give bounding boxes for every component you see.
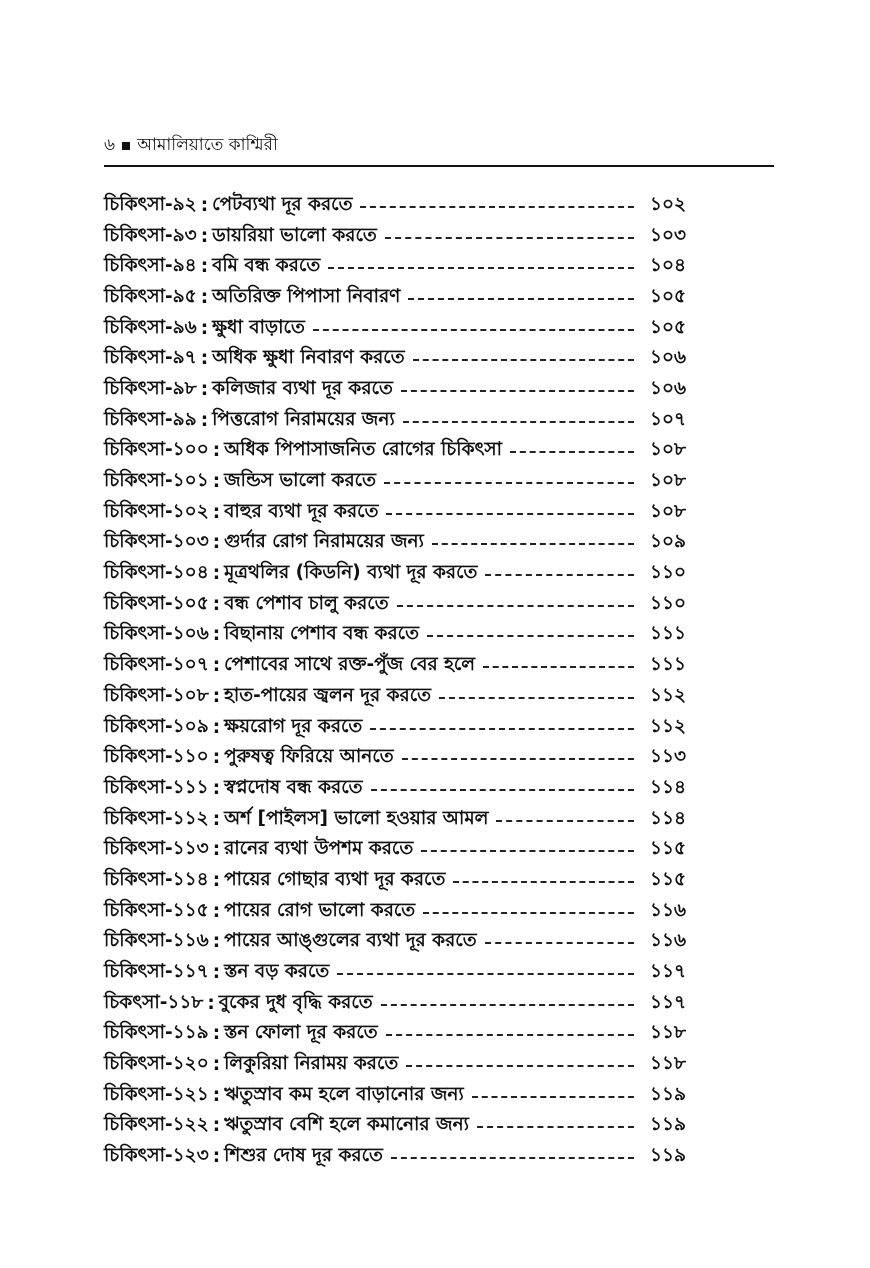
toc-entry-separator: : (212, 962, 221, 984)
toc-entry-label: চিকিৎসা-১১৫ (104, 899, 209, 921)
toc-entry (104, 405, 686, 436)
toc-entry (104, 436, 686, 467)
toc-entry (104, 343, 686, 374)
toc-entry-label: চিকিৎসা-১২২ (104, 1114, 209, 1136)
toc-entry-separator: : (200, 286, 209, 308)
toc-entry-label: চিকিৎসা-১১০ (104, 746, 209, 768)
toc-entry-title: বন্ধ পেশাব চালু করতে (224, 592, 389, 614)
header-book-title: আমালিয়াতে কাশ্মিরী (137, 135, 278, 155)
toc-entry (104, 1141, 686, 1172)
toc-entry-label: চিকিৎসা-১১৩ (104, 838, 209, 860)
toc-entry-page-number: ১১১ (649, 654, 686, 676)
toc-entry-separator: : (212, 808, 221, 830)
toc-entry (104, 1019, 686, 1050)
toc-entry-dash-leader (386, 513, 634, 515)
toc-entry-page-number: ১০৮ (649, 500, 686, 522)
toc-entry-page-number: ১০৫ (649, 316, 686, 338)
toc-entry-separator: : (212, 593, 221, 615)
toc-entry-label: চিকিৎসা-১১২ (104, 807, 209, 829)
toc-entry-dash-leader (385, 237, 634, 239)
toc-entry-title: জন্ডিস ভালো করতে (224, 470, 376, 492)
toc-entry-label: চিকিৎসা-৯৬ (104, 316, 197, 338)
toc-entry-label: চিকিৎসা-৯২ (104, 193, 197, 215)
toc-entry-separator: : (212, 900, 221, 922)
toc-entry-page-number: ১০২ (649, 193, 686, 215)
toc-entry-label: চিকিৎসা-১০৭ (104, 654, 209, 676)
toc-entry-title: বমি বন্ধ করতে (212, 255, 321, 277)
toc-entry-separator: : (212, 501, 221, 523)
toc-entry-label: চিকিৎসা-১১১ (104, 776, 209, 798)
toc-entry-dash-leader (371, 789, 634, 791)
toc-entry-title: পায়ের রোগ ভালো করতে (224, 899, 416, 921)
toc-entry-separator: : (212, 471, 221, 493)
toc-entry-page-number: ১০৭ (649, 408, 686, 430)
toc-entry-page-number: ১১৫ (649, 868, 686, 890)
toc-entry-label: চিকিৎসা-১০২ (104, 500, 209, 522)
toc-entry-title: স্তন বড় করতে (224, 961, 330, 983)
toc-entry (104, 896, 686, 927)
toc-entry-title: কলিজার ব্যথা দূর করতে (212, 377, 393, 399)
toc-entry-dash-leader (477, 1126, 634, 1128)
toc-entry (104, 988, 686, 1019)
toc-entry-dash-leader (496, 820, 634, 822)
toc-entry (104, 221, 686, 252)
toc-entry-page-number: ১০৬ (649, 347, 686, 369)
toc-entry-label: চিকিৎসা-১০৬ (104, 623, 209, 645)
toc-entry-dash-leader (421, 850, 634, 852)
page-header (104, 128, 774, 164)
toc-entry-title: ক্ষুধা বাড়াতে (212, 316, 305, 338)
toc-entry-dash-leader (472, 1096, 634, 1098)
header-square-bullet (122, 142, 130, 150)
toc-entry-page-number: ১১৮ (649, 1053, 686, 1075)
toc-entry-label: চিকিৎসা-৯৭ (104, 347, 197, 369)
toc-entry-title: অধিক ক্ষুধা নিবারণ করতে (212, 347, 405, 369)
toc-entry (104, 712, 686, 743)
toc-entry (104, 313, 686, 344)
toc-entry-separator: : (200, 256, 209, 278)
toc-entry-separator: : (200, 378, 209, 400)
toc-entry-separator: : (212, 563, 221, 585)
toc-entry-title: অধিক পিপাসাজনিত রোগের চিকিৎসা (224, 439, 502, 461)
toc-entry-label: চিকিৎসা-১২১ (104, 1083, 209, 1105)
toc-entry-separator: : (200, 194, 209, 216)
toc-entry-dash-leader (427, 635, 634, 637)
toc-entry-title: পায়ের গোছার ব্যথা দূর করতে (224, 868, 446, 890)
toc-entry (104, 865, 686, 896)
toc-entry-title: হাত-পায়ের জ্বলন দূর করতে (224, 684, 432, 706)
toc-entry-dash-leader (432, 543, 634, 545)
toc-entry-title: স্বপ্নদোষ বন্ধ করতে (224, 776, 363, 798)
toc-entry-label: চিকিৎসা-১২৩ (104, 1145, 209, 1167)
toc-entry-separator: : (200, 317, 209, 339)
toc-entry-title: বুকের দুধ বৃদ্ধি করতে (218, 991, 373, 1013)
toc-entry (104, 773, 686, 804)
toc-entry-title: বিছানায় পেশাব বন্ধ করতে (224, 623, 419, 645)
toc-entry-separator: : (212, 1023, 221, 1045)
toc-entry-label: চিকিৎসা-১২০ (104, 1053, 209, 1075)
toc-entry-title: পায়ের আঙ্গুলের ব্যথা দূর করতে (224, 930, 477, 952)
toc-entry-separator: : (200, 348, 209, 370)
toc-entry-title: অর্শ [পাইলস] ভালো হওয়ার আমল (224, 807, 489, 829)
toc-entry-title: পুরুষত্ব ফিরিয়ে আনতে (224, 746, 394, 768)
toc-entry-dash-leader (328, 267, 634, 269)
toc-entry-page-number: ১০৮ (649, 439, 686, 461)
toc-entry-dash-leader (313, 329, 634, 331)
toc-entry-title: পেটব্যথা দূর করতে (212, 193, 353, 215)
toc-entry-separator: : (212, 869, 221, 891)
toc-entry-title: ঋতুস্রাব কম হলে বাড়ানোর জন্য (224, 1083, 464, 1105)
toc-entry-title: গুর্দার রোগ নিরাময়ের জন্য (224, 531, 424, 553)
toc-entry-title: লিকুরিয়া নিরাময় করতে (224, 1053, 399, 1075)
toc-entry-page-number: ১০৬ (649, 377, 686, 399)
toc-entry-page-number: ১০৪ (649, 255, 686, 277)
toc-entry-page-number: ১১৬ (649, 930, 686, 952)
toc-entry-separator: : (212, 839, 221, 861)
toc-entry-page-number: ১০৩ (649, 224, 686, 246)
toc-entry-dash-leader (406, 1065, 634, 1067)
toc-entry-page-number: ১১৩ (649, 746, 686, 768)
toc-entry (104, 742, 686, 773)
toc-entry-dash-leader (370, 728, 634, 730)
toc-entry-page-number: ১১৯ (649, 1145, 686, 1167)
toc-entry-page-number: ১০৫ (649, 285, 686, 307)
toc-entry-page-number: ১১০ (649, 562, 686, 584)
toc-entry-title: পেশাবের সাথে রক্ত-পুঁজ বের হলে (224, 654, 476, 676)
toc-entry (104, 251, 686, 282)
toc-entry-label: চিকিৎসা-৯৪ (104, 255, 197, 277)
toc-entry-separator: : (200, 409, 209, 431)
toc-entry-label: চিকিৎসা-১০৪ (104, 562, 209, 584)
toc-entry-dash-leader (397, 605, 634, 607)
toc-entry-label: চিকিৎসা-১০৯ (104, 715, 209, 737)
toc-entry-label: চিকিৎসা-১০১ (104, 470, 209, 492)
toc-entry (104, 497, 686, 528)
toc-entry-separator: : (207, 992, 215, 1014)
toc-entry-label: চিকিৎসা-১০০ (104, 439, 209, 461)
toc-entry-page-number: ১১৫ (649, 838, 686, 860)
toc-entry-title: ঋতুস্রাব বেশি হলে কমানোর জন্য (224, 1114, 469, 1136)
toc-entry-dash-leader (386, 1034, 634, 1036)
toc-entry-dash-leader (439, 697, 634, 699)
toc-entry-label: চিকিৎসা-৯৫ (104, 285, 197, 307)
toc-entry (104, 190, 686, 221)
toc-entry-title: স্তন ফোলা দূর করতে (224, 1022, 378, 1044)
toc-entry-dash-leader (408, 298, 634, 300)
toc-entry (104, 1080, 686, 1111)
toc-entry (104, 374, 686, 405)
toc-entry-page-number: ১১২ (649, 715, 686, 737)
toc-entry (104, 681, 686, 712)
header-divider (104, 165, 774, 167)
toc-entry-label: চিকিৎসা-১১৯ (104, 1022, 209, 1044)
toc-entry (104, 650, 686, 681)
toc-entry-label: চিকিৎসা-১১৪ (104, 868, 209, 890)
toc-entry (104, 589, 686, 620)
toc-entry-page-number: ১১৪ (649, 776, 686, 798)
toc-entry-page-number: ১০৯ (649, 531, 686, 553)
toc-entry-dash-leader (403, 421, 634, 423)
toc-entry-page-number: ১১০ (649, 592, 686, 614)
toc-entry-page-number: ১০৮ (649, 470, 686, 492)
toc-entry-title: মূত্রথলির (কিডনি) ব্যথা দূর করতে (224, 562, 478, 584)
toc-entry-page-number: ১১৮ (649, 1022, 686, 1044)
toc-entry-page-number: ১১৬ (649, 899, 686, 921)
toc-entry (104, 466, 686, 497)
toc-entry-title: বাহুর ব্যথা দূর করতে (224, 500, 379, 522)
toc-entry-dash-leader (423, 912, 634, 914)
toc-entry-dash-leader (337, 973, 634, 975)
toc-entry-separator: : (200, 225, 209, 247)
toc-entry-dash-leader (483, 666, 634, 668)
toc-entry (104, 558, 686, 589)
toc-entry (104, 620, 686, 651)
toc-entry-title: ডায়রিয়া ভালো করতে (212, 224, 377, 246)
toc-entry-title: পিত্তরোগ নিরাময়ের জন্য (212, 408, 395, 430)
toc-entry-label: চিকিৎসা-৯৯ (104, 408, 197, 430)
toc-entry-separator: : (212, 685, 221, 707)
toc-entry (104, 927, 686, 958)
toc-entry (104, 528, 686, 559)
toc-entry-page-number: ১১৪ (649, 807, 686, 829)
toc-entry-page-number: ১১১ (649, 623, 686, 645)
toc-entry-separator: : (212, 532, 221, 554)
toc-entry (104, 1111, 686, 1142)
table-of-contents (104, 190, 686, 1172)
toc-entry-label: চিকিৎসা-১০৫ (104, 592, 209, 614)
toc-entry-page-number: ১১৯ (649, 1083, 686, 1105)
toc-entry-page-number: ১১২ (649, 684, 686, 706)
toc-entry-title: শিশুর দোষ দূর করতে (224, 1145, 383, 1167)
toc-entry-dash-leader (402, 758, 634, 760)
toc-entry-label: চিকিৎসা-১১৭ (104, 961, 209, 983)
toc-entry-label: চিকিৎসা-১১৬ (104, 930, 209, 952)
toc-entry-separator: : (212, 931, 221, 953)
toc-entry-dash-leader (360, 206, 634, 208)
toc-entry-separator: : (212, 1054, 221, 1076)
toc-entry-title: রানের ব্যথা উপশম করতে (224, 838, 414, 860)
toc-entry-dash-leader (485, 942, 634, 944)
toc-entry-label: চিকৎসা-১১৮ (104, 991, 204, 1013)
toc-entry-page-number: ১১৭ (649, 991, 686, 1013)
toc-entry-dash-leader (381, 1004, 634, 1006)
toc-entry-separator: : (212, 655, 221, 677)
toc-entry-dash-leader (510, 451, 634, 453)
toc-entry (104, 1049, 686, 1080)
toc-entry-title: অতিরিক্ত পিপাসা নিবারণ (212, 285, 401, 307)
toc-entry (104, 804, 686, 835)
toc-entry-dash-leader (485, 574, 634, 576)
toc-entry-separator: : (212, 747, 221, 769)
header-page-number: ৬ (104, 135, 116, 155)
toc-entry (104, 834, 686, 865)
toc-entry-title: ক্ষয়রোগ দূর করতে (224, 715, 363, 737)
toc-entry-label: চিকিৎসা-১০৮ (104, 684, 209, 706)
toc-entry-separator: : (212, 624, 221, 646)
toc-entry-separator: : (212, 1115, 221, 1137)
toc-entry-separator: : (212, 777, 221, 799)
toc-entry-separator: : (212, 1146, 221, 1168)
toc-entry-page-number: ১১৯ (649, 1114, 686, 1136)
toc-entry (104, 957, 686, 988)
toc-entry-page-number: ১১৭ (649, 961, 686, 983)
toc-entry (104, 282, 686, 313)
toc-entry-label: চিকিৎসা-৯৩ (104, 224, 197, 246)
toc-entry-dash-leader (384, 482, 634, 484)
toc-entry-dash-leader (453, 881, 634, 883)
toc-entry-separator: : (212, 716, 221, 738)
toc-entry-dash-leader (401, 390, 634, 392)
toc-entry-dash-leader (391, 1157, 634, 1159)
toc-entry-label: চিকিৎসা-১০৩ (104, 531, 209, 553)
toc-entry-separator: : (212, 1084, 221, 1106)
toc-entry-separator: : (212, 440, 221, 462)
toc-entry-label: চিকিৎসা-৯৮ (104, 377, 197, 399)
toc-entry-dash-leader (413, 359, 634, 361)
